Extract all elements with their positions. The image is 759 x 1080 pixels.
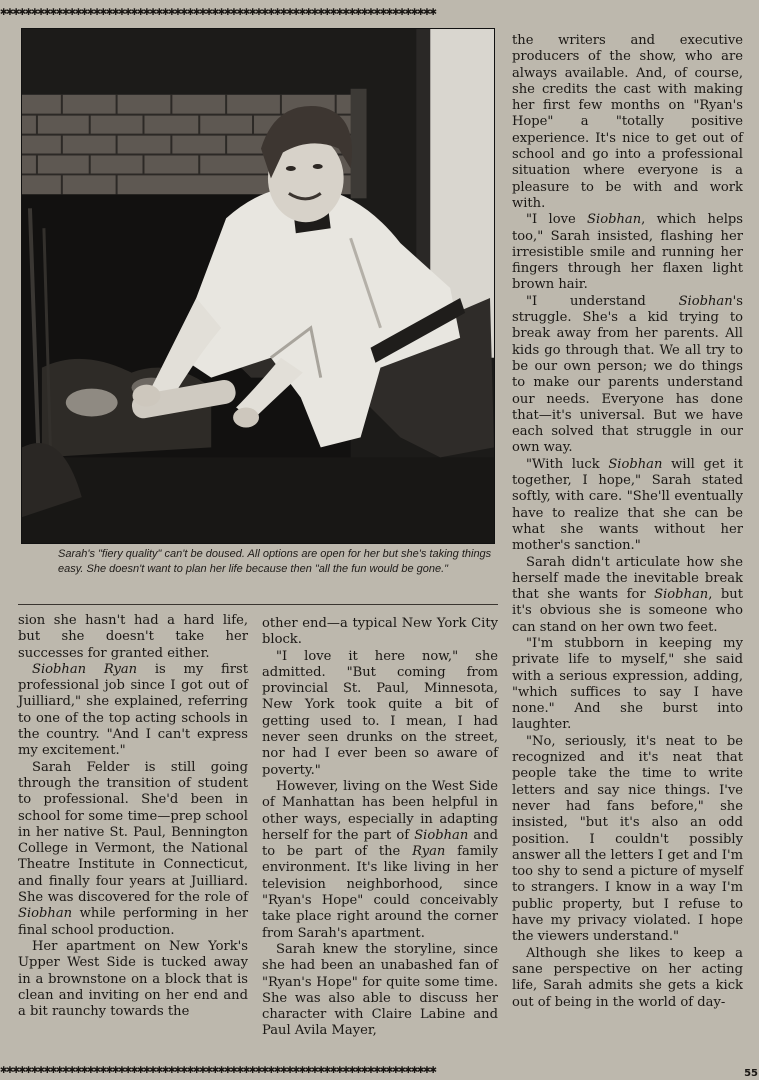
character-name: Siobhan <box>414 827 469 843</box>
paragraph <box>512 457 743 555</box>
paragraph <box>18 760 248 939</box>
paragraph <box>18 662 248 760</box>
paragraph: sion she hasn't had a hard life, but she doesn't take her successes for granted either. <box>18 613 248 661</box>
caption-divider <box>18 604 498 605</box>
paragraph: "I'm stubborn in keeping my private life to myself," she said with a serious expression, adding, "which suffices to say I have none." And she burst into laughter. <box>512 635 743 733</box>
paragraph-text: 's struggle. She's a kid trying to break away from her parents. All kids go through that. We all try to be our own person; we do things to make our parents understand our needs. Everyone has done that—it's universal. But we have each solved that struggle in our own way. <box>512 293 743 456</box>
character-name: Siobhan <box>18 906 73 922</box>
paragraph-text: However, living on the West Side of Manhattan has been helpful in other ways, especially in adapting herself for the part of <box>262 778 498 843</box>
paragraph <box>262 779 498 942</box>
paragraph: other end—a typical New York City block. <box>262 616 498 648</box>
character-name: Ryan <box>412 844 446 860</box>
paragraph-text: Sarah didn't articulate how she herself made the inevitable break that she wants for <box>512 554 743 603</box>
article-photo <box>21 28 495 544</box>
paragraph-text: , which helps too," Sarah insisted, flashing her irresistible smile and running her fingers through her flaxen light brown hair. <box>512 212 743 293</box>
character-name: Siobhan <box>608 456 663 472</box>
character-name: Siobhan <box>654 587 709 603</box>
paragraph-text: , but it's obvious she is someone who can stand on her own two feet. <box>512 587 744 635</box>
top-star-border: ✱✱✱✱✱✱✱✱✱✱✱✱✱✱✱✱✱✱✱✱✱✱✱✱✱✱✱✱✱✱✱✱✱✱✱✱✱✱✱✱✱✱✱✱✱✱✱✱✱✱✱✱✱✱✱✱✱✱✱✱✱✱✱✱✱✱✱✱✱✱ <box>0 4 436 18</box>
article-column-3 <box>512 33 743 1011</box>
paragraph-text: Sarah Felder is still going through the transition of student to professional. She'd been in school for some time—prep school in her native St. Paul, Bennington College in Vermont, the National Theatre Institute in Connecticut, and finally four years at Juilliard. She was discovered for the role of <box>18 759 248 906</box>
paragraph-text: family environment. It's like living in her television neighborhood, since "Ryan's Hope" could conceivably take place right around the corner from Sarah's apartment. <box>262 844 498 941</box>
paragraph-text: and to be part of the <box>262 827 498 860</box>
page-number: 55 <box>744 1068 758 1079</box>
paragraph: the writers and executive producers of the show, who are always available. And, of course, she credits the cast with making her first few months on "Ryan's Hope" a "totally positive experience. It's nice to get out of school and go into a professional situation where everyone is a pleasure to be with and work with. <box>512 33 743 211</box>
bottom-star-border: ✱✱✱✱✱✱✱✱✱✱✱✱✱✱✱✱✱✱✱✱✱✱✱✱✱✱✱✱✱✱✱✱✱✱✱✱✱✱✱✱✱✱✱✱✱✱✱✱✱✱✱✱✱✱✱✱✱✱✱✱✱✱✱✱✱✱✱✱✱✱ <box>0 1062 436 1076</box>
paragraph-text: "With luck <box>526 456 609 472</box>
article-column-1 <box>18 613 248 1020</box>
photo-woman-at-fireplace <box>22 29 494 543</box>
photo-caption: Sarah's "fiery quality" can't be doused. All options are open for her but she's taking things easy. She doesn't want to plan her life because then "all the fun would be gone." <box>58 548 492 575</box>
paragraph-text: while performing in her final school production. <box>18 906 248 938</box>
character-name: Siobhan <box>587 212 642 228</box>
paragraph: Her apartment on New York's Upper West Side is tucked away in a brownstone on a block that is clean and inviting on her end and a bit raunchy towards the <box>18 938 248 1020</box>
paragraph-text: will get it together, I hope," Sarah stated softly, with care. "She'll eventually have to realize that she can be what she wants without her mother's sanction." <box>512 456 743 554</box>
paragraph: "No, seriously, it's neat to be recognized and it's neat that people take the time to write letters and say nice things. I've never had fans before," she insisted, "but it's also an odd position. I couldn't possibly answer all the letters I get and I'm too shy to send a picture of myself to strangers. I know in a way I'm public property, but I refuse to have my privacy violated. I hope the viewers understand." <box>512 733 743 945</box>
paragraph <box>512 555 743 636</box>
character-name: Siobhan <box>678 293 733 309</box>
character-name: Siobhan Ryan <box>32 661 138 677</box>
paragraph-text: "I understand <box>526 293 679 309</box>
paragraph-text: "I love <box>526 212 588 228</box>
paragraph-text: is my first professional job since I got out of Juilliard," she explained, referring to one of the top acting schools in the country. "And I can't express my excitement." <box>18 661 248 759</box>
paragraph: Although she likes to keep a sane perspective on her acting life, Sarah admits she gets a kick out of being in the world of day- <box>512 945 743 1010</box>
paragraph: Sarah knew the storyline, since she had been an unabashed fan of "Ryan's Hope" for quite some time. She was also able to discuss her character with Claire Labine and Paul Avila Mayer, <box>262 941 498 1039</box>
paragraph: "I love it here now," she admitted. "But coming from provincial St. Paul, Minnesota, New York took quite a bit of getting used to. I mean, I had never seen drunks on the street, nor had I ever been so aware of poverty." <box>262 648 498 778</box>
paragraph <box>512 294 743 457</box>
article-column-2 <box>262 616 498 1040</box>
paragraph <box>512 212 743 293</box>
